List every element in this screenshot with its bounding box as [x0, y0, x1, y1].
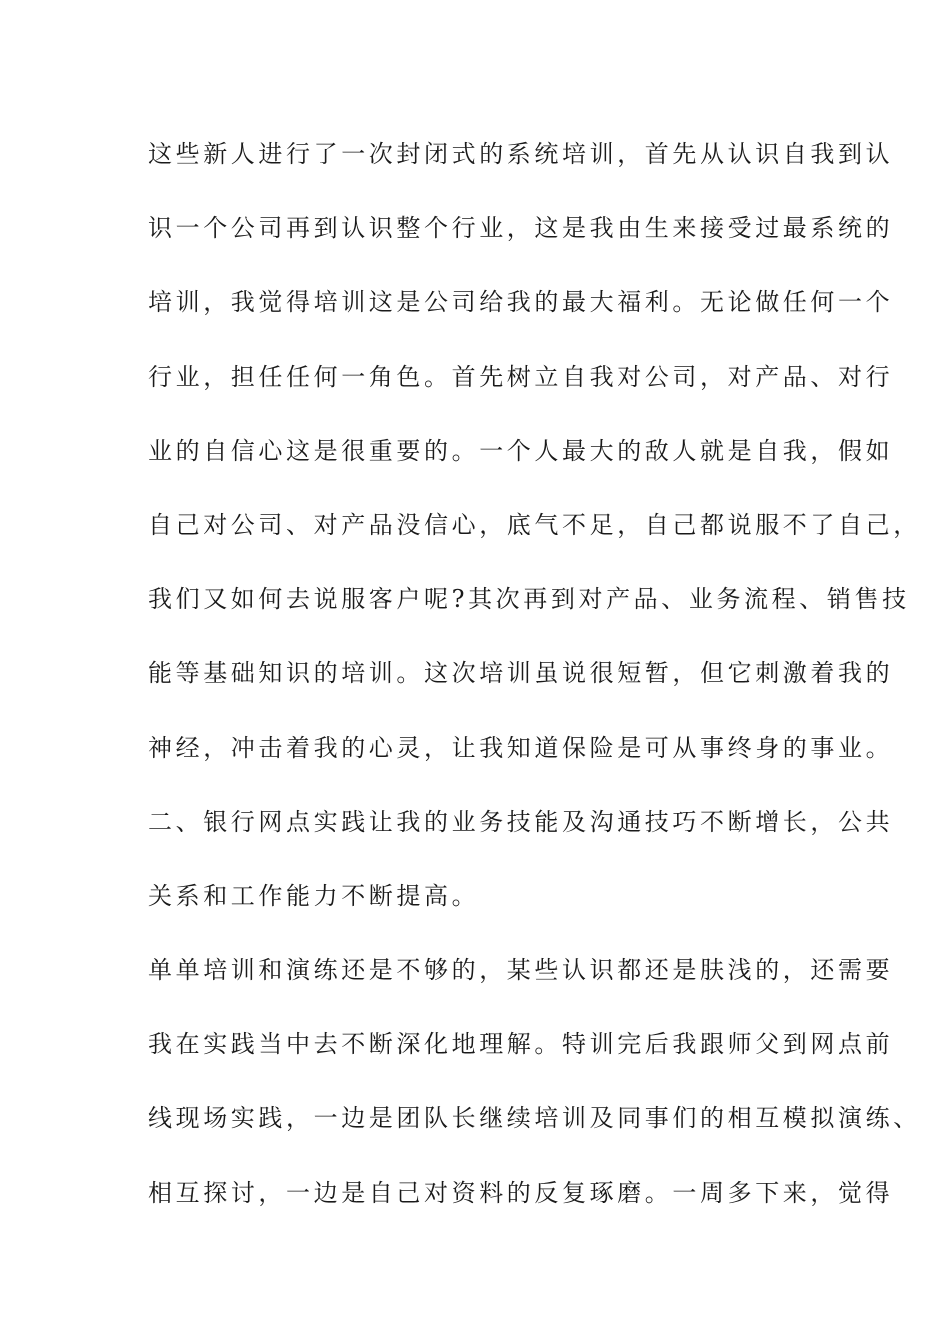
section-heading: 二、银行网点实践让我的业务技能及沟通技巧不断增长，公共: [148, 807, 894, 836]
text-line: 神经，冲击着我的心灵，让我知道保险是可从事终身的事业。: [148, 733, 894, 762]
section-heading-continued: 关系和工作能力不断提高。: [148, 881, 480, 910]
text-line: 我们又如何去说服客户呢?其次再到对产品、业务流程、销售技: [148, 585, 910, 614]
text-line: 我在实践当中去不断深化地理解。特训完后我跟师父到网点前: [148, 1030, 894, 1059]
text-line: 培训，我觉得培训这是公司给我的最大福利。无论做任何一个: [148, 288, 894, 317]
body-text: [148, 132, 921, 1245]
text-line: 能等基础知识的培训。这次培训虽说很短暂，但它刺激着我的: [148, 659, 894, 688]
text-line: 行业，担任任何一角色。首先树立自我对公司，对产品、对行: [148, 362, 894, 391]
text-line: 相互探讨，一边是自己对资料的反复琢磨。一周多下来，觉得: [148, 1178, 894, 1207]
text-line: 自己对公司、对产品没信心，底气不足，自己都说服不了自己，: [148, 510, 921, 539]
text-line: 这些新人进行了一次封闭式的系统培训，首先从认识自我到认: [148, 140, 894, 168]
text-line: 单单培训和演练还是不够的，某些认识都还是肤浅的，还需要: [148, 956, 894, 985]
text-line: 业的自信心这是很重要的。一个人最大的敌人就是自我，假如: [148, 436, 894, 465]
text-line: 识一个公司再到认识整个行业，这是我由生来接受过最系统的: [148, 214, 894, 243]
text-line: 线现场实践，一边是团队长继续培训及同事们的相互模拟演练、: [148, 1104, 921, 1133]
